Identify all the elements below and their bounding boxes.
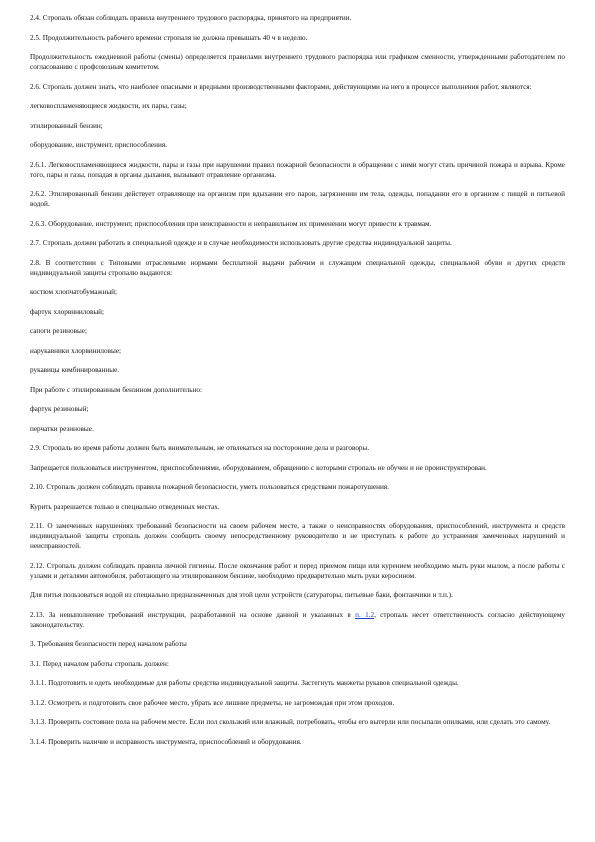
paragraph-3-1: 3.1. Перед началом работы стропаль должен:: [30, 659, 169, 668]
list-item-rubber-apron: фартук резиновый;: [30, 405, 89, 413]
list-item-vinyl-apron: фартук хлорвиниловый;: [30, 307, 105, 316]
clause-1-2-link[interactable]: п. 1.2: [355, 610, 375, 619]
list-item-cotton-suit: костюм хлопчатобумажный;: [30, 288, 117, 296]
paragraph-2-6: 2.6. Стропаль должен знать, что наиболее опасными и вредными производственными факторами, действующими на него в процессе выполнения работ, являются:: [30, 82, 532, 91]
paragraph-2-13-text-end: , стропаль несет ответственность согласно действующему законодательству.: [30, 610, 566, 629]
paragraph-3-1-3: 3.1.3. Проверить состояние пола на рабочем месте. Если пол скользкий или влажный, потребовать, чтобы его вытерли или посыпали опилками, или сделать это самому.: [30, 718, 551, 726]
paragraph-drinking-water: Для питья пользоваться водой из специально предназначенных для этой цели устройств (сатураторы, питьевые баки, фонтанчики и т.п.).: [30, 591, 453, 599]
paragraph-2-4: 2.4. Стропаль обязан соблюдать правила внутреннего трудового распорядка, принятого на предприятии.: [30, 14, 352, 22]
list-item-combined-mittens: рукавицы комбинированные.: [30, 366, 120, 374]
paragraph-3-1-1: 3.1.1. Подготовить и одеть необходимые для работы средства индивидуальной защиты. Застегнуть манжеты рукавов специальной одежды.: [30, 679, 459, 687]
paragraph-tools-prohibition: Запрещается пользоваться инструментом, приспособлениями, оборудованием, обращению с которыми стропаль не обучен и не проинструктирован.: [30, 463, 487, 472]
paragraph-3-1-4: 3.1.4. Проверить наличие и исправность инструмента, приспособлений и оборудования.: [30, 737, 302, 746]
paragraph-smoking: Курить разрешается только в специально отведенных местах.: [30, 502, 220, 511]
paragraph-shift-duration: Продолжительность ежедневной работы (смены) определяется правилами внутреннего трудового распорядка или графиком сменности, утвержденными работодателем по согласованию с профсоюзным комитетом.: [30, 53, 565, 71]
paragraph-2-8: 2.8. В соответствии с Типовыми отраслевыми нормами бесплатной выдачи рабочим и служащим специальной одежды, специальной обуви и других средств индивидуальной защиты стропалю выдаются:: [30, 258, 565, 277]
paragraph-2-7: 2.7. Стропаль должен работать в специальной одежде и в случае необходимости использовать другие средства индивидуальной защиты.: [30, 239, 452, 247]
paragraph-additional-gear: При работе с этилированным бензином дополнительно:: [30, 385, 202, 394]
list-item-flammable-liquids: легковоспламеняющиеся жидкости, их пары, газы;: [30, 102, 187, 110]
list-item-equipment: оборудование, инструмент, приспособления.: [30, 141, 167, 149]
section-3-heading: 3. Требования безопасности перед началом работы: [30, 640, 187, 648]
paragraph-2-9: 2.9. Стропаль во время работы должен быть внимательным, не отвлекаться на посторонние дела и разговоры.: [30, 444, 370, 452]
paragraph-2-6-2: 2.6.2. Этилированный бензин действует отравляюще на организм при вдыхании его паров, загрязнении им тела, одежды, попадании его в организм с пищей и питьевой водой.: [30, 190, 565, 208]
paragraph-2-13: [30, 610, 565, 630]
list-item-rubber-gloves: перчатки резиновые.: [30, 424, 94, 433]
paragraph-2-11: 2.11. О замеченных нарушениях требований безопасности на своем рабочем месте, а также о неисправностях оборудования, приспособлений, инструмента и средств индивидуальной защиты стропаль должен сообщить своему непосредственному руководителю и не приступать к работе до устранения замеченных нарушений и неисправностей.: [30, 522, 565, 550]
list-item-vinyl-sleeves: нарукавники хлорвиниловые;: [30, 346, 122, 355]
document-page: [30, 13, 565, 756]
paragraph-3-1-2: 3.1.2. Осмотреть и подготовить свое рабочее место, убрать все лишние предметы, не загромождая при этом проходов.: [30, 698, 395, 707]
paragraph-2-10: 2.10. Стропаль должен соблюдать правила пожарной безопасности, уметь пользоваться средствами пожаротушения.: [30, 483, 389, 491]
paragraph-2-5: 2.5. Продолжительность рабочего времени стропаля не должна превышать 40 ч в неделю.: [30, 33, 308, 42]
paragraph-2-12: 2.12. Стропаль должен соблюдать правила личной гигиены. После окончания работ и перед приемом пищи или курением необходимо мыть руки мылом, а после работы с узлами и деталями автомобиля, работающего на этилированном бензине, необходимо предварительно мыть руки керосином.: [30, 561, 565, 580]
paragraph-2-13-text: 2.13. За невыполнение требований инструкции, разработанной на основе данной и указанных в: [30, 610, 356, 619]
list-item-rubber-boots: сапоги резиновые;: [30, 327, 88, 335]
paragraph-2-6-1: 2.6.1. Легковоспламеняющиеся жидкости, пары и газы при нарушении правил пожарной безопасности в обращении с ними могут стать причиной пожара и взрыва. Кроме того, пары и газы, попадая в органы дыхания, вызывают отравление организма.: [30, 160, 565, 179]
paragraph-2-6-3: 2.6.3. Оборудование, инструмент, приспособления при неисправности и неправильном их применении могут привести к травмам.: [30, 219, 432, 228]
list-item-leaded-gasoline: этилированный бензин;: [30, 121, 103, 130]
